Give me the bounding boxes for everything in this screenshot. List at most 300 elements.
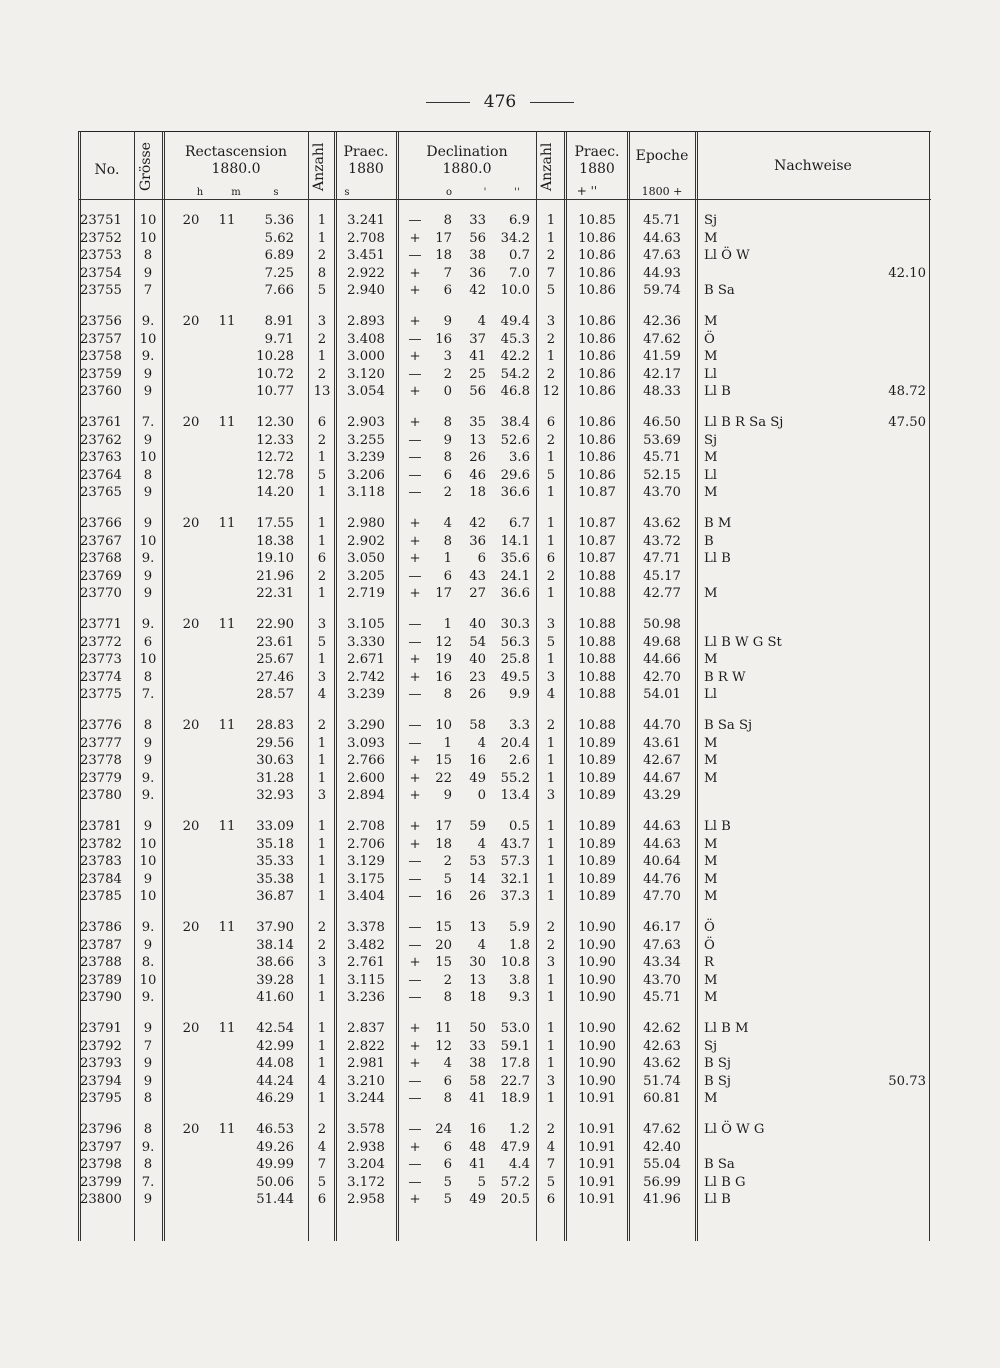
cell-ep: 42.17 — [643, 366, 681, 382]
cell-p2: 10.89 — [578, 753, 616, 769]
table-row — [78, 383, 931, 401]
table-row — [78, 585, 931, 603]
cell-p2: 10.90 — [578, 1021, 616, 1036]
cell-ds: 37.3 — [500, 889, 530, 905]
cell-dm: 43 — [469, 568, 486, 584]
cell-no: 23760 — [80, 384, 122, 400]
cell-a1: 1 — [317, 1021, 327, 1036]
page-number — [0, 92, 1000, 112]
cell-dm: 25 — [469, 366, 486, 382]
table-row — [78, 937, 931, 955]
cell-sign: + — [409, 1192, 421, 1208]
cell-ep: 47.70 — [643, 889, 681, 905]
cell-a2: 1 — [546, 735, 556, 751]
cell-no: 23777 — [80, 735, 122, 751]
cell-p2: 10.90 — [578, 1038, 616, 1054]
cell-s: 14.20 — [256, 485, 294, 501]
cell-dm: 4 — [477, 735, 486, 751]
cell-a2: 1 — [546, 349, 556, 365]
cell-ep: 49.68 — [643, 634, 681, 650]
cell-gr: 7. — [141, 415, 155, 430]
cell-p2: 10.90 — [578, 972, 616, 988]
cell-sign: + — [409, 1021, 421, 1036]
cell-gr: 9 — [143, 586, 153, 602]
cell-sign: — — [408, 467, 422, 483]
cell-ep: 54.01 — [643, 687, 681, 703]
cell-dm: 36 — [469, 265, 486, 281]
cell-a1: 1 — [317, 349, 327, 365]
cell-p1: 3.054 — [347, 384, 385, 400]
cell-a2: 6 — [546, 1192, 556, 1208]
cell-p2: 10.87 — [578, 485, 616, 501]
cell-a2: 1 — [546, 230, 556, 246]
cell-d: 24 — [435, 1122, 452, 1137]
cell-s: 38.66 — [256, 955, 294, 971]
cell-a2: 2 — [546, 331, 556, 347]
cell-a1: 1 — [317, 213, 327, 228]
cell-s: 42.54 — [256, 1021, 294, 1036]
cell-p1: 2.708 — [347, 230, 385, 246]
cell-no: 23753 — [80, 248, 122, 264]
cell-d: 8 — [443, 415, 452, 430]
cell-dm: 58 — [469, 718, 486, 733]
cell-gr: 10 — [139, 889, 157, 905]
cell-ep: 45.71 — [643, 990, 681, 1006]
cell-a1: 2 — [317, 1122, 327, 1137]
table-row — [78, 818, 931, 836]
cell-dm: 13 — [469, 432, 486, 448]
cell-ep: 42.67 — [643, 753, 681, 769]
cell-nw: Ö — [704, 920, 715, 935]
table-row — [78, 919, 931, 937]
cell-d: 8 — [443, 533, 452, 549]
cell-gr: 9 — [143, 819, 153, 834]
cell-dm: 48 — [469, 1139, 486, 1155]
cell-s: 27.46 — [256, 669, 294, 685]
cell-gr: 9. — [141, 990, 155, 1006]
cell-p2: 10.88 — [578, 586, 616, 602]
cell-s: 38.14 — [256, 937, 294, 953]
cell-a2: 3 — [546, 788, 556, 804]
cell-no: 23751 — [80, 213, 122, 228]
cell-no: 23756 — [80, 314, 122, 329]
table-row — [78, 568, 931, 586]
cell-p1: 3.482 — [347, 937, 385, 953]
cell-p1: 2.719 — [347, 586, 385, 602]
cell-h: 20 — [182, 1021, 200, 1036]
cell-dm: 37 — [469, 331, 486, 347]
cell-s: 51.44 — [256, 1192, 294, 1208]
cell-dm: 42 — [469, 516, 486, 531]
cell-gr: 10 — [139, 213, 157, 228]
cell-m: 11 — [218, 516, 236, 531]
cell-m: 11 — [218, 819, 236, 834]
cell-dm: 23 — [469, 669, 486, 685]
cell-nw: Ll B R Sa Sj — [704, 415, 784, 430]
cell-gr: 9 — [143, 432, 153, 448]
cell-h: 20 — [182, 819, 200, 834]
cell-p1: 3.000 — [347, 349, 385, 365]
cell-ep: 42.62 — [643, 1021, 681, 1036]
cell-a2: 1 — [546, 770, 556, 786]
cell-nw: B — [704, 533, 714, 549]
cell-sign: + — [409, 551, 421, 567]
cell-dm: 30 — [469, 955, 486, 971]
cell-sign: + — [409, 586, 421, 602]
table-row — [78, 467, 931, 485]
cell-sign: + — [409, 314, 421, 329]
cell-gr: 8 — [143, 1122, 153, 1137]
cell-gr: 10 — [139, 331, 157, 347]
cell-p2: 10.89 — [578, 836, 616, 852]
cell-s: 18.38 — [256, 533, 294, 549]
table-row — [78, 432, 931, 450]
header-praec2: Praec. — [574, 144, 620, 160]
cell-no: 23797 — [80, 1139, 122, 1155]
cell-p2: 10.86 — [578, 450, 616, 466]
cell-p2: 10.85 — [578, 213, 616, 228]
cell-no: 23788 — [80, 955, 122, 971]
cell-a2: 1 — [546, 854, 556, 870]
cell-d: 17 — [435, 819, 452, 834]
cell-nw: Ll — [704, 687, 717, 703]
cell-ep: 44.63 — [643, 836, 681, 852]
cell-ep: 56.99 — [643, 1174, 681, 1190]
cell-a1: 1 — [317, 972, 327, 988]
cell-d: 15 — [435, 753, 452, 769]
table-row — [78, 1139, 931, 1157]
cell-ds: 32.1 — [500, 871, 530, 887]
cell-p1: 3.118 — [347, 485, 385, 501]
cell-s: 46.29 — [256, 1091, 294, 1107]
cell-nw: Sj — [704, 1038, 718, 1054]
cell-ds: 20.4 — [500, 735, 530, 751]
header-praec2-unit: + '' — [576, 184, 598, 198]
cell-p2: 10.90 — [578, 1073, 616, 1089]
cell-ds: 9.3 — [509, 990, 530, 1006]
cell-ds: 38.4 — [500, 415, 530, 430]
cell-gr: 9. — [141, 1139, 155, 1155]
table-row — [78, 989, 931, 1007]
cell-a2: 1 — [546, 213, 556, 228]
cell-dm: 36 — [469, 533, 486, 549]
cell-p2: 10.89 — [578, 770, 616, 786]
cell-sign: + — [409, 533, 421, 549]
cell-dm: 18 — [469, 990, 486, 1006]
cell-no: 23794 — [80, 1073, 122, 1089]
cell-sign: — — [408, 1122, 422, 1137]
cell-a2: 1 — [546, 450, 556, 466]
cell-nw: M — [704, 871, 718, 887]
cell-sign: + — [409, 230, 421, 246]
cell-sign: + — [409, 349, 421, 365]
cell-a1: 4 — [317, 687, 327, 703]
header-no: No. — [94, 162, 120, 178]
cell-a2: 2 — [546, 920, 556, 935]
cell-d: 5 — [443, 1174, 452, 1190]
cell-ds: 14.1 — [500, 533, 530, 549]
table-row — [78, 1020, 931, 1038]
cell-d: 10 — [435, 718, 452, 733]
cell-dm: 41 — [469, 349, 486, 365]
cell-a2: 2 — [546, 937, 556, 953]
star-catalogue-table — [78, 131, 931, 1241]
cell-nw: R — [704, 955, 714, 971]
cell-d: 6 — [443, 1073, 452, 1089]
cell-p2: 10.88 — [578, 669, 616, 685]
cell-nw: Ö — [704, 937, 715, 953]
header-anzahl2: Anzahl — [539, 142, 555, 192]
cell-no: 23781 — [80, 819, 122, 834]
header-groesse: Grösse — [138, 142, 154, 191]
cell-p1: 3.451 — [347, 248, 385, 264]
cell-ep: 41.96 — [643, 1192, 681, 1208]
cell-a2: 5 — [546, 467, 556, 483]
cell-a2: 12 — [542, 384, 560, 400]
cell-a2: 1 — [546, 516, 556, 531]
table-row — [78, 550, 931, 568]
cell-d: 22 — [435, 770, 452, 786]
cell-ds: 3.8 — [509, 972, 530, 988]
cell-dm: 16 — [469, 1122, 486, 1137]
cell-a2: 3 — [546, 669, 556, 685]
cell-s: 22.90 — [256, 617, 294, 632]
cell-ds: 59.1 — [500, 1038, 530, 1054]
cell-side: 42.10 — [888, 265, 926, 281]
cell-ds: 6.9 — [509, 213, 530, 228]
cell-no: 23800 — [80, 1192, 122, 1208]
cell-nw: M — [704, 349, 718, 365]
cell-gr: 9. — [141, 314, 155, 329]
cell-ep: 44.63 — [643, 230, 681, 246]
cell-sign: — — [408, 450, 422, 466]
cell-a2: 1 — [546, 586, 556, 602]
cell-p2: 10.90 — [578, 1056, 616, 1072]
cell-sign: + — [409, 1056, 421, 1072]
cell-nw: M — [704, 586, 718, 602]
cell-gr: 7. — [141, 687, 155, 703]
cell-ep: 44.93 — [643, 265, 681, 281]
cell-ds: 36.6 — [500, 586, 530, 602]
cell-h: 20 — [182, 213, 200, 228]
cell-gr: 9 — [143, 568, 153, 584]
cell-no: 23761 — [80, 415, 122, 430]
cell-sign: — — [408, 920, 422, 935]
cell-a1: 1 — [317, 735, 327, 751]
table-row — [78, 414, 931, 432]
cell-ep: 46.50 — [643, 415, 681, 430]
cell-a2: 2 — [546, 432, 556, 448]
cell-d: 6 — [443, 283, 452, 299]
header-epoche-unit: 1800 + — [641, 185, 683, 198]
cell-d: 17 — [435, 586, 452, 602]
cell-nw: B R W — [704, 669, 746, 685]
cell-dm: 56 — [469, 230, 486, 246]
cell-no: 23780 — [80, 788, 122, 804]
cell-dm: 4 — [477, 836, 486, 852]
cell-a1: 1 — [317, 819, 327, 834]
cell-d: 1 — [443, 617, 452, 632]
cell-p2: 10.89 — [578, 871, 616, 887]
cell-a1: 4 — [317, 1073, 327, 1089]
cell-s: 30.63 — [256, 753, 294, 769]
table-row — [78, 366, 931, 384]
cell-p2: 10.89 — [578, 854, 616, 870]
cell-ds: 18.9 — [500, 1091, 530, 1107]
header-praec1-unit: s — [344, 187, 350, 198]
cell-p1: 3.239 — [347, 450, 385, 466]
cell-ep: 52.15 — [643, 467, 681, 483]
cell-gr: 9 — [143, 384, 153, 400]
cell-gr: 10 — [139, 972, 157, 988]
cell-ep: 43.72 — [643, 533, 681, 549]
cell-d: 16 — [435, 669, 452, 685]
cell-gr: 9. — [141, 920, 155, 935]
cell-p2: 10.88 — [578, 687, 616, 703]
cell-dm: 13 — [469, 920, 486, 935]
cell-sign: — — [408, 485, 422, 501]
cell-gr: 7 — [143, 283, 153, 299]
table-row — [78, 836, 931, 854]
cell-s: 8.91 — [264, 314, 294, 329]
cell-no: 23752 — [80, 230, 122, 246]
table-row — [78, 752, 931, 770]
cell-d: 7 — [443, 265, 452, 281]
cell-dm: 35 — [469, 415, 486, 430]
cell-p1: 3.255 — [347, 432, 385, 448]
cell-no: 23770 — [80, 586, 122, 602]
cell-ep: 44.63 — [643, 819, 681, 834]
table-row — [78, 954, 931, 972]
cell-ds: 9.9 — [509, 687, 530, 703]
cell-p2: 10.91 — [578, 1174, 616, 1190]
cell-sign: + — [409, 652, 421, 668]
cell-ds: 25.8 — [500, 652, 530, 668]
cell-nw: M — [704, 753, 718, 769]
cell-nw: Sj — [704, 432, 718, 448]
cell-sign: — — [408, 871, 422, 887]
cell-nw: M — [704, 836, 718, 852]
cell-a1: 2 — [317, 937, 327, 953]
cell-p1: 3.205 — [347, 568, 385, 584]
cell-nw: M — [704, 990, 718, 1006]
cell-p2: 10.86 — [578, 415, 616, 430]
cell-d: 0 — [443, 384, 452, 400]
header-decl-deg: o — [445, 187, 453, 198]
cell-a1: 5 — [317, 467, 327, 483]
cell-gr: 9 — [143, 366, 153, 382]
cell-s: 9.71 — [264, 331, 294, 347]
table-row — [78, 1090, 931, 1108]
cell-d: 8 — [443, 450, 452, 466]
cell-ds: 30.3 — [500, 617, 530, 632]
cell-p2: 10.90 — [578, 920, 616, 935]
cell-nw: B Sj — [704, 1056, 732, 1072]
table-row — [78, 634, 931, 652]
cell-s: 31.28 — [256, 770, 294, 786]
cell-s: 22.31 — [256, 586, 294, 602]
header-decl: Declination — [426, 144, 508, 160]
cell-a1: 3 — [317, 617, 327, 632]
table-row — [78, 533, 931, 551]
cell-s: 21.96 — [256, 568, 294, 584]
cell-p2: 10.88 — [578, 652, 616, 668]
cell-d: 2 — [443, 972, 452, 988]
cell-gr: 10 — [139, 836, 157, 852]
cell-nw: Ll — [704, 366, 717, 382]
cell-dm: 40 — [469, 617, 486, 632]
cell-gr: 10 — [139, 450, 157, 466]
cell-d: 2 — [443, 854, 452, 870]
cell-a2: 4 — [546, 687, 556, 703]
cell-side: 47.50 — [888, 415, 926, 430]
cell-gr: 9 — [143, 1021, 153, 1036]
cell-no: 23787 — [80, 937, 122, 953]
cell-p1: 3.115 — [347, 972, 385, 988]
cell-sign: — — [408, 568, 422, 584]
cell-p2: 10.86 — [578, 432, 616, 448]
cell-p2: 10.88 — [578, 568, 616, 584]
cell-sign: + — [409, 819, 421, 834]
cell-ep: 44.70 — [643, 718, 681, 733]
cell-ep: 47.62 — [643, 331, 681, 347]
cell-dm: 42 — [469, 283, 486, 299]
cell-p1: 3.378 — [347, 920, 385, 935]
cell-dm: 38 — [469, 248, 486, 264]
cell-a1: 5 — [317, 283, 327, 299]
cell-d: 8 — [443, 213, 452, 228]
cell-sign: + — [409, 1038, 421, 1054]
cell-ds: 3.6 — [509, 450, 530, 466]
cell-d: 6 — [443, 568, 452, 584]
header-decl-epoch: 1880.0 — [442, 161, 492, 177]
cell-gr: 8. — [141, 955, 155, 971]
cell-nw: M — [704, 889, 718, 905]
cell-dm: 59 — [469, 819, 486, 834]
table-row — [78, 735, 931, 753]
cell-ep: 47.63 — [643, 248, 681, 264]
cell-p1: 3.093 — [347, 735, 385, 751]
cell-ep: 44.66 — [643, 652, 681, 668]
cell-a1: 1 — [317, 450, 327, 466]
cell-no: 23755 — [80, 283, 122, 299]
cell-nw: B Sa — [704, 283, 735, 299]
cell-p1: 3.578 — [347, 1122, 385, 1137]
table-row — [78, 348, 931, 366]
cell-nw: Ö — [704, 331, 715, 347]
table-row — [78, 871, 931, 889]
cell-a1: 1 — [317, 854, 327, 870]
table-row — [78, 972, 931, 990]
table-row — [78, 313, 931, 331]
cell-nw: Ll Ö W — [704, 248, 750, 264]
cell-p1: 2.980 — [347, 516, 385, 531]
cell-p2: 10.86 — [578, 265, 616, 281]
cell-sign: — — [408, 889, 422, 905]
cell-gr: 8 — [143, 1091, 153, 1107]
cell-s: 25.67 — [256, 652, 294, 668]
cell-m: 11 — [218, 415, 236, 430]
cell-d: 6 — [443, 1157, 452, 1173]
cell-no: 23774 — [80, 669, 122, 685]
cell-p2: 10.90 — [578, 955, 616, 971]
cell-s: 28.57 — [256, 687, 294, 703]
cell-a2: 5 — [546, 1174, 556, 1190]
cell-m: 11 — [218, 718, 236, 733]
cell-dm: 54 — [469, 634, 486, 650]
cell-dm: 27 — [469, 586, 486, 602]
table-row — [78, 888, 931, 906]
